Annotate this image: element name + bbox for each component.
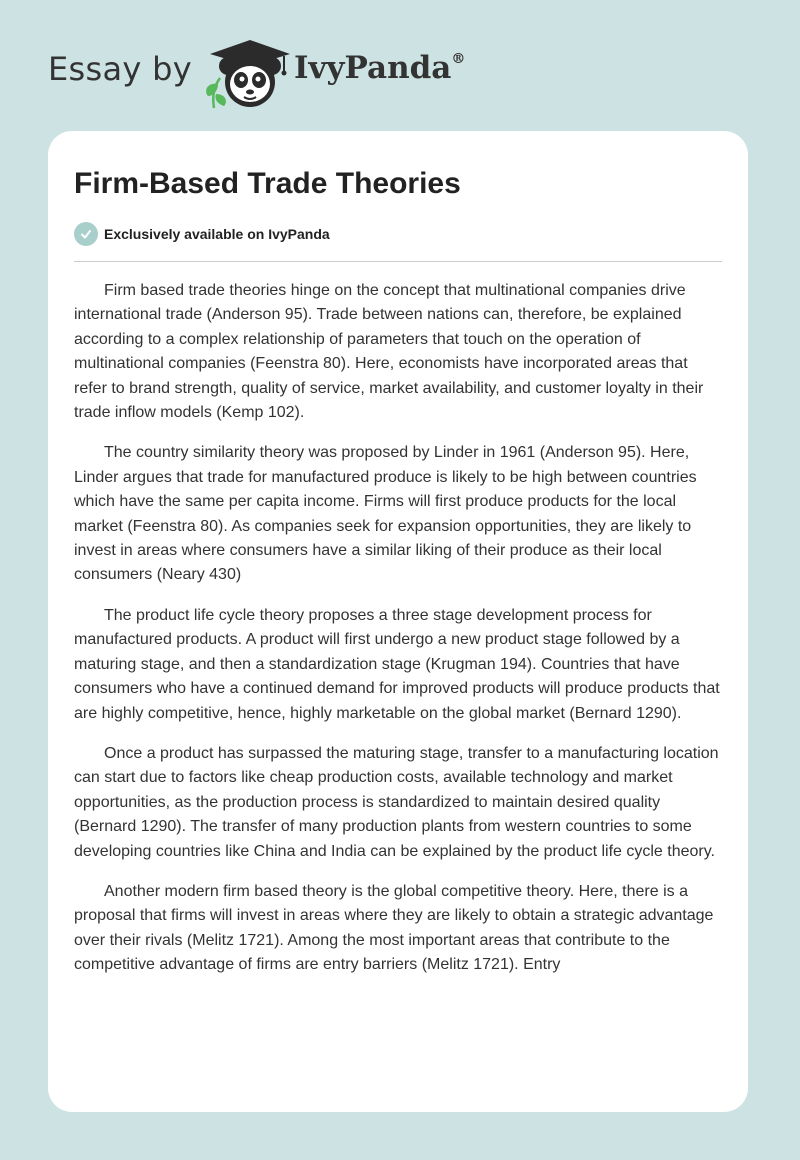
essay-body xyxy=(74,279,724,994)
site-header xyxy=(48,30,648,110)
essay-paragraph: Another modern firm based theory is the global competitive theory. Here, there is a proposal that firms will invest in areas where they are likely to obtain a strategic advantage over their rivals (Melitz 1721). Among the most important areas that contribute to the competitive advantage of firms are entry barriers (Melitz 1721). Entry xyxy=(74,882,714,974)
title-divider xyxy=(74,261,722,262)
essay-by-label: Essay by xyxy=(48,50,192,88)
essay-paragraph: Firm based trade theories hinge on the concept that multinational companies drive international trade (Anderson 95). Trade between nations can, therefore, be explained according to a complex relationship of parameters that touch on the operation of multinational companies (Feenstra 80). Here, economists have incorporated areas that refer to brand strength, quality of service, market availability, and customer loyalty in their trade inflow models (Kemp 102). xyxy=(74,282,704,422)
check-circle-icon xyxy=(74,222,98,246)
panda-graduate-logo-icon[interactable] xyxy=(200,34,292,110)
essay-paragraph: The country similarity theory was proposed by Linder in 1961 (Anderson 95). Here, Linder argues that trade for manufactured produce is likely to be high between countries which have the same per capita income. Firms will first produce products for the local market (Feenstra 80). As companies seek for expansion opportunities, they are likely to invest in areas where consumers have a similar liking of their produce as their local consumers (Neary 430) xyxy=(74,444,697,584)
essay-paragraph: Once a product has surpassed the maturing stage, transfer to a manufacturing location can start due to factors like cheap production costs, available technology and market opportunities, as the production process is standardized to maintain desired quality (Bernard 1290). The transfer of many production plants from western countries to some developing countries like China and India can be explained by the product life cycle theory. xyxy=(74,744,719,860)
exclusive-badge xyxy=(74,222,330,246)
brand-name[interactable]: IvyPanda® xyxy=(294,50,466,86)
exclusive-badge-label: Exclusively available on IvyPanda xyxy=(104,226,330,242)
essay-card xyxy=(48,131,748,1112)
essay-paragraph: The product life cycle theory proposes a three stage development process for manufactured products. A product will first undergo a new product stage followed by a maturing stage, and then a standardization stage (Krugman 194). Countries that have consumers who have a continued demand for improved products will produce products that are highly competitive, hence, highly marketable on the global market (Bernard 1290). xyxy=(74,606,720,722)
essay-title: Firm-Based Trade Theories xyxy=(74,167,461,200)
